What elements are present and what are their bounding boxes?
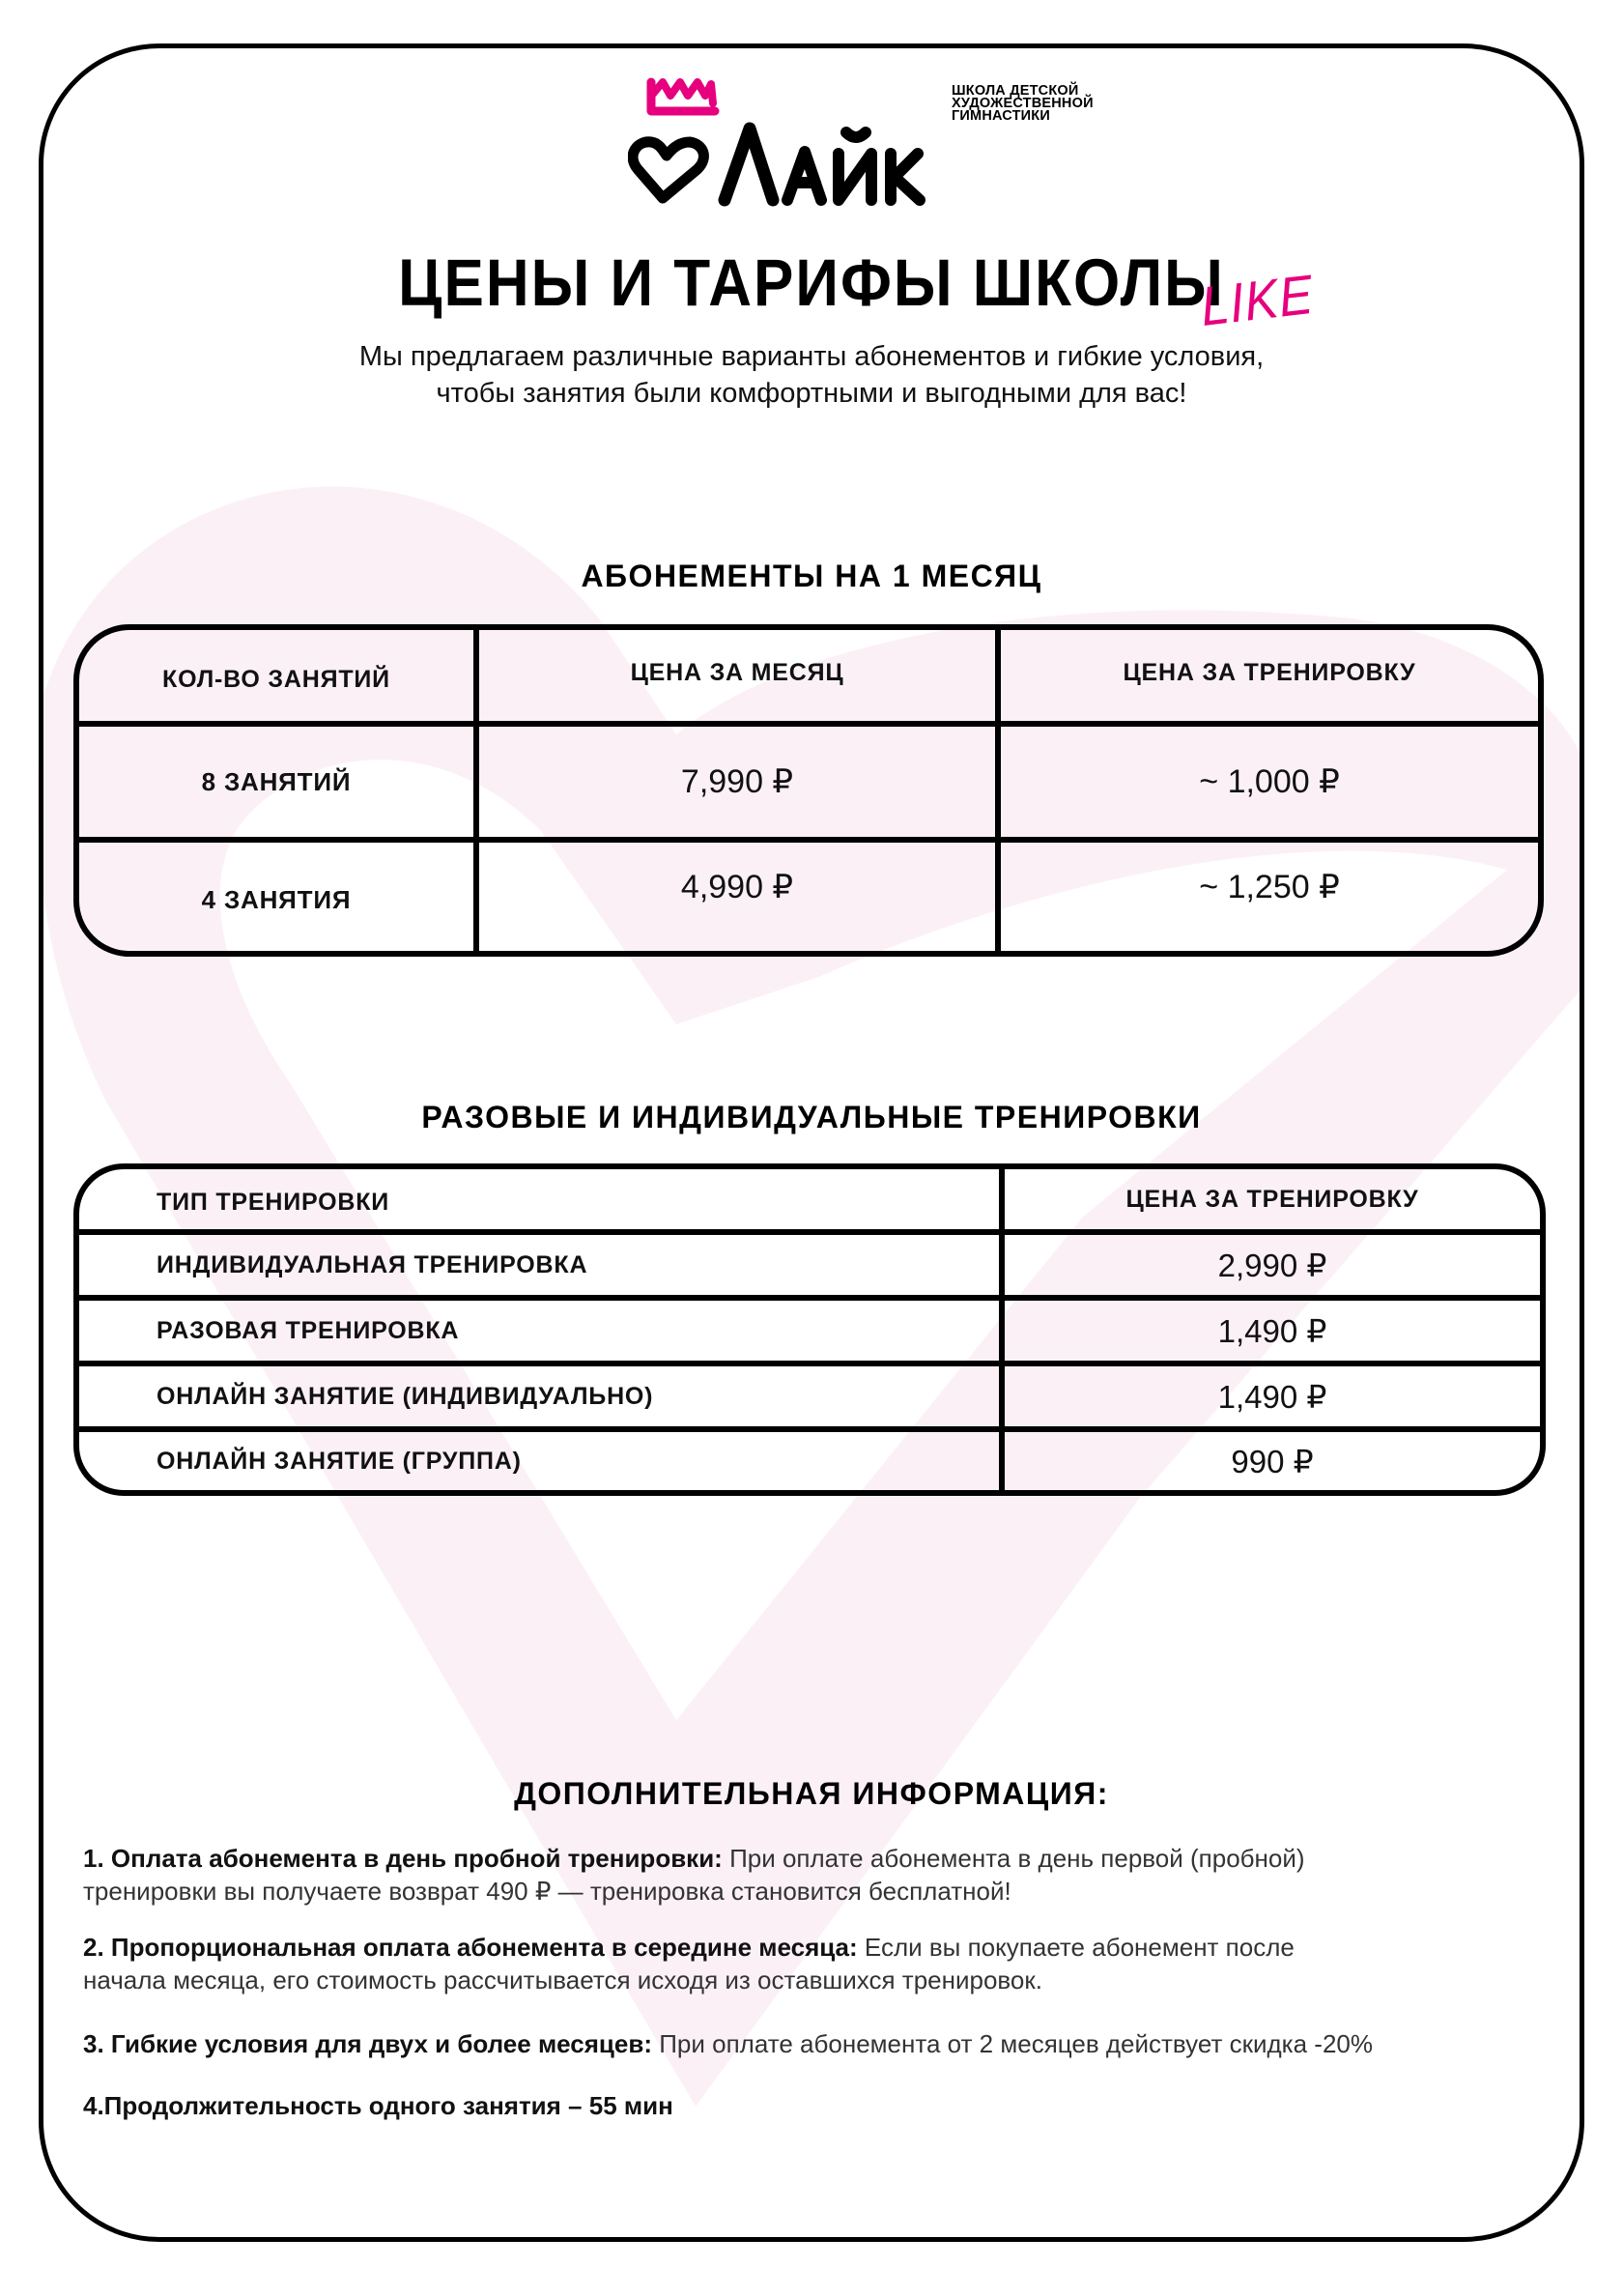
table-row [79,843,1538,951]
price-session-cell: ~ 1,250 ₽ [1199,869,1340,905]
single-section-title: РАЗОВЫЕ И ИНДИВИДУАЛЬНЫЕ ТРЕНИРОВКИ [421,1100,1202,1134]
logo-tagline: ШКОЛА ДЕТСКОЙ ХУДОЖЕСТВЕННОЙ ГИМНАСТИКИ [952,83,1094,124]
table-row [79,1432,1540,1490]
info-item: 4.Продолжительность одного занятия – 55 мин [83,2091,673,2120]
price-session-cell: ~ 1,000 ₽ [1199,763,1340,800]
heart-icon [633,142,703,198]
like-accent: LIKE [1198,264,1317,339]
column-header: ЦЕНА ЗА ТРЕНИРОВКУ [1125,1185,1419,1213]
training-price-cell: 2,990 ₽ [1217,1247,1327,1283]
info-item: 2. Пропорциональная оплата абонемента в середине месяца: Если вы покупаете абонемент после начала месяца, его стоимость рассчитывается исходя из оставшихся тренировок. [83,1933,1295,1995]
price-month-cell: 4,990 ₽ [479,843,1001,951]
training-type-cell: ИНДИВИДУАЛЬНАЯ ТРЕНИРОВКА [79,1235,1005,1295]
training-price-cell: 990 ₽ [1231,1443,1314,1479]
page-title: ЦЕНЫ И ТАРИФЫ ШКОЛЫ LIKE [398,246,1317,339]
price-month-cell: 7,990 ₽ [479,727,1001,837]
column-header: ЦЕНА ЗА ТРЕНИРОВКУ [1123,658,1416,686]
column-header: ТИП ТРЕНИРОВКИ [79,1169,1005,1229]
info-item: 1. Оплата абонемента в день пробной тренировки: При оплате абонемента в день первой (пробной) тренировки вы получаете возврат 490 ₽ — тренировка становится бесплатной! [83,1844,1305,1906]
monthly-prices-table [73,624,1544,957]
training-type-cell: РАЗОВАЯ ТРЕНИРОВКА [79,1301,1005,1361]
table-header-row [79,630,1538,721]
single-trainings-table [73,1163,1546,1496]
column-header: ЦЕНА ЗА МЕСЯЦ [479,630,1001,721]
training-type-cell: ОНЛАЙН ЗАНЯТИЕ (ГРУППА) [79,1432,1005,1490]
table-row [79,1301,1540,1361]
training-type-cell: ОНЛАЙН ЗАНЯТИЕ (ИНДИВИДУАЛЬНО) [79,1366,1005,1426]
training-price-cell: 1,490 ₽ [1217,1378,1327,1415]
table-header-row [79,1169,1540,1229]
crown-icon [651,82,715,111]
column-header: КОЛ-ВО ЗАНЯТИЙ [79,630,479,721]
sessions-cell: 4 ЗАНЯТИЯ [79,843,479,951]
table-row [79,727,1538,837]
table-row [79,1235,1540,1295]
sessions-cell: 8 ЗАНЯТИЙ [79,727,479,837]
info-item: 3. Гибкие условия для двух и более месяцев: При оплате абонемента от 2 месяцев действует скидка -20% [83,2029,1374,2058]
monthly-section-title: АБОНЕМЕНТЫ НА 1 МЕСЯЦ [581,559,1042,593]
page-subtitle: Мы предлагаем различные варианты абонементов и гибкие условия, чтобы занятия были комфортными и выгодными для вас! [358,341,1265,409]
info-section-title: ДОПОЛНИТЕЛЬНАЯ ИНФОРМАЦИЯ: [514,1776,1109,1811]
training-price-cell: 1,490 ₽ [1217,1312,1327,1349]
table-row [79,1366,1540,1426]
